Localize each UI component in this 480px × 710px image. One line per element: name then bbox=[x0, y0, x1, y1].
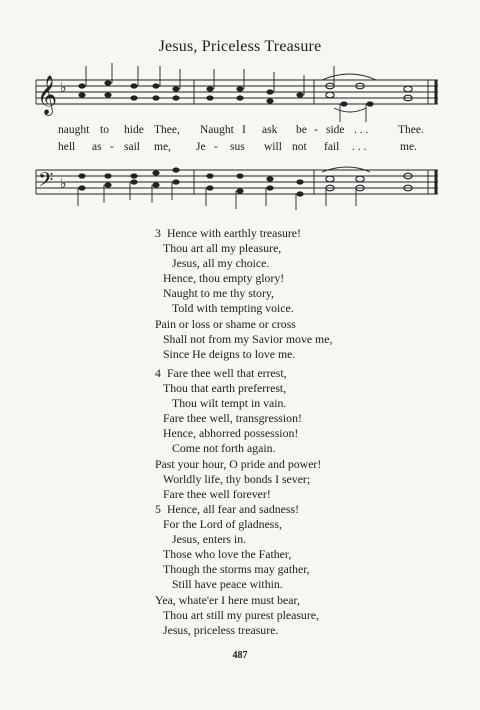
page-number: 487 bbox=[232, 650, 248, 661]
stanza-3 bbox=[155, 226, 332, 362]
verse-line: Thou art all my pleasure, bbox=[163, 241, 282, 256]
verse-line: Hence, all fear and sadness! bbox=[167, 502, 299, 516]
stanza-number: 5 bbox=[155, 502, 161, 516]
lyric-syllable: sus bbox=[230, 141, 245, 153]
lyric-syllable: as bbox=[92, 141, 102, 153]
lyric-syllable: . . . bbox=[352, 141, 367, 153]
lyric-syllable: me. bbox=[400, 141, 417, 153]
verse-line: Fare thee well that errest, bbox=[167, 366, 287, 380]
verse-line: Thou that earth preferrest, bbox=[163, 381, 287, 396]
stanza-number: 4 bbox=[155, 366, 161, 380]
verse-line: Hence, thou empty glory! bbox=[163, 271, 285, 286]
svg-text:𝄞: 𝄞 bbox=[37, 75, 58, 115]
lyric-syllable: I bbox=[242, 124, 246, 136]
lyric-syllable: - bbox=[110, 141, 114, 153]
verse-line: Jesus, all my choice. bbox=[172, 256, 270, 271]
verse-line: Fare thee well forever! bbox=[163, 486, 271, 501]
lyric-syllable: - bbox=[314, 124, 318, 136]
lyric-syllable: - bbox=[214, 141, 218, 153]
verse-line: Hence with earthly treasure! bbox=[167, 226, 301, 240]
verse-line: Shall not from my Savior move me, bbox=[163, 331, 333, 346]
verse-line: Past your hour, O pride and power! bbox=[155, 456, 322, 471]
lyric-syllable: hide bbox=[124, 124, 144, 136]
verse-line: Jesus, enters in. bbox=[172, 532, 247, 547]
lyric-syllable: Thee, bbox=[154, 124, 180, 136]
verse-line: Since He deigns to love me. bbox=[163, 346, 296, 361]
lyric-syllable: me, bbox=[154, 141, 171, 153]
verse-line: Worldly life, thy bonds I sever; bbox=[163, 471, 311, 486]
lyric-syllable: will bbox=[264, 141, 282, 153]
verse-line: Fare thee well, transgression! bbox=[163, 411, 302, 426]
verse-line: Jesus, priceless treasure. bbox=[163, 622, 279, 637]
bass-staff bbox=[0, 0, 480, 210]
verse-line: Still have peace within. bbox=[172, 577, 283, 592]
verse-line: Come not forth again. bbox=[172, 441, 276, 456]
verse-line: For the Lord of gladness, bbox=[163, 517, 282, 532]
lyric-syllable: sail bbox=[124, 141, 140, 153]
lyric-syllable: naught bbox=[58, 124, 90, 136]
svg-text:♭: ♭ bbox=[60, 80, 67, 96]
verse-line: Though the storms may gather, bbox=[163, 562, 310, 577]
stanza-4 bbox=[155, 366, 321, 502]
verse-line: Thou art still my purest pleasure, bbox=[163, 607, 319, 622]
verse-line: Told with tempting voice. bbox=[172, 301, 294, 316]
lyric-syllable: not bbox=[292, 141, 307, 153]
lyric-syllable: side bbox=[326, 124, 345, 136]
svg-text:𝄢: 𝄢 bbox=[38, 168, 54, 196]
lyric-syllable: Thee. bbox=[398, 124, 424, 136]
lyric-syllable: to bbox=[100, 124, 109, 136]
page-title: Jesus, Priceless Treasure bbox=[158, 38, 322, 55]
verse-line: Those who love the Father, bbox=[163, 547, 292, 562]
verse-line: Hence, abhorred possession! bbox=[163, 426, 299, 441]
lyric-syllable: ask bbox=[262, 124, 278, 136]
lyric-syllable: hell bbox=[58, 141, 76, 153]
lyric-syllable: . . . bbox=[354, 124, 369, 136]
lyric-syllable: be bbox=[296, 124, 307, 136]
lyric-syllable: Naught bbox=[200, 124, 234, 136]
verse-line: Pain or loss or shame or cross bbox=[155, 316, 296, 331]
verse-line: Naught to me thy story, bbox=[163, 286, 274, 301]
stanza-5 bbox=[155, 502, 319, 638]
lyric-syllable: fail bbox=[324, 141, 340, 153]
stanza-number: 3 bbox=[155, 226, 161, 240]
lyric-syllable: Je bbox=[196, 141, 206, 153]
verse-line: Thou wilt tempt in vain. bbox=[172, 396, 287, 411]
verse-line: Yea, whate'er I here must bear, bbox=[155, 592, 300, 607]
svg-text:♭: ♭ bbox=[60, 176, 67, 192]
